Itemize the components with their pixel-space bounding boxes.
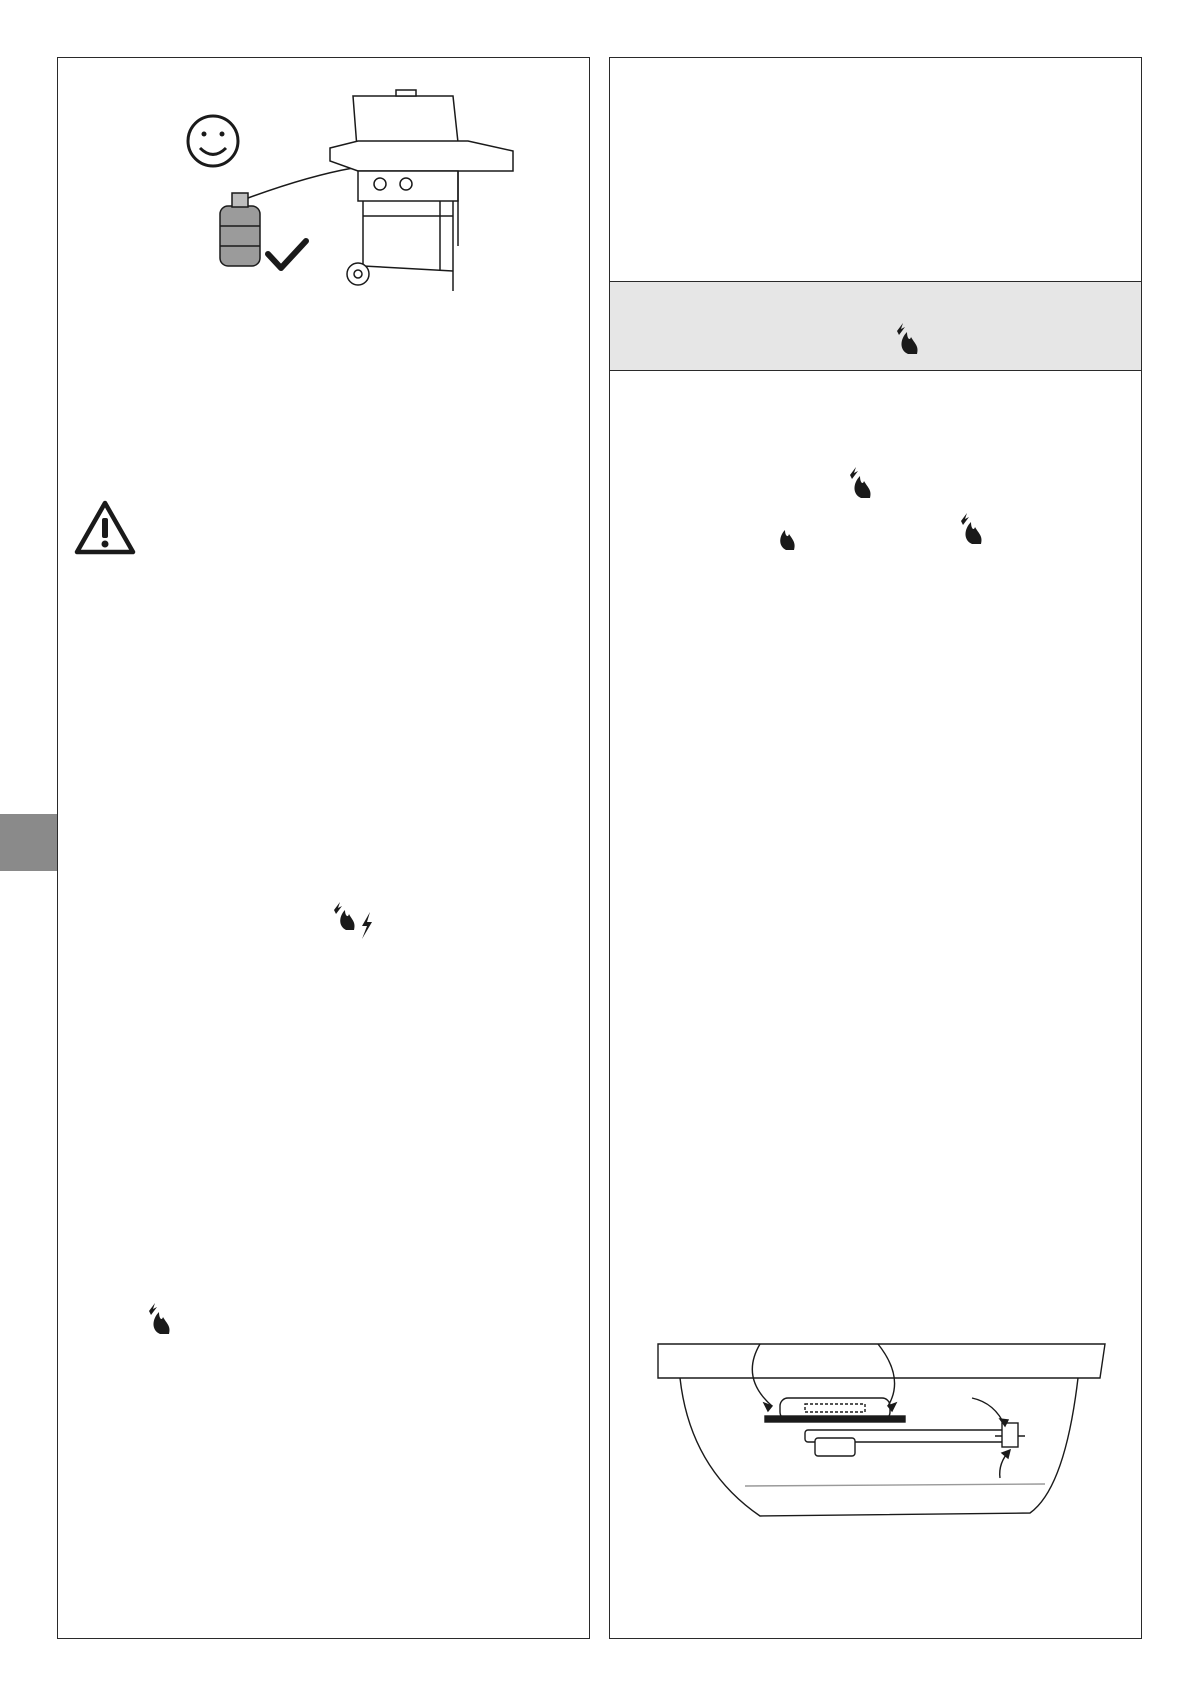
- barbecue-icon: [330, 90, 513, 291]
- flame-icon: [776, 526, 798, 552]
- ignition-flame-icon: [894, 322, 924, 356]
- lightning-icon: [362, 912, 372, 939]
- barbecue-connection-illustration: [178, 76, 578, 296]
- checkmark-icon: [268, 241, 306, 268]
- ignition-flame-icon: [958, 512, 988, 546]
- warning-triangle-icon: [72, 498, 138, 558]
- ignition-flame-icon: [847, 466, 877, 500]
- burner-assembly-diagram: [650, 1338, 1110, 1578]
- right-column-panel: [609, 57, 1142, 1639]
- section-tab-marker: [0, 814, 57, 871]
- left-column-panel: [57, 57, 590, 1639]
- smiley-icon: [188, 116, 238, 166]
- ignition-flame-icon: [330, 900, 376, 940]
- section-header-band: [610, 281, 1141, 371]
- gas-cylinder-icon: [220, 168, 353, 266]
- ignition-flame-icon: [146, 1302, 176, 1336]
